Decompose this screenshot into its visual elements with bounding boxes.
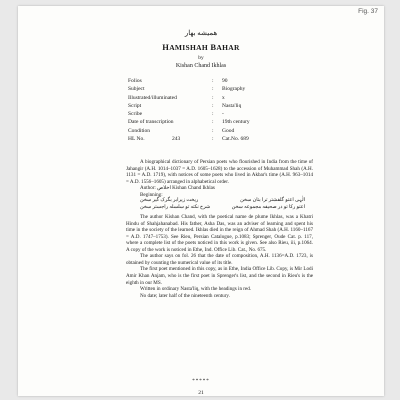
- by-line: by: [198, 55, 204, 61]
- paragraph-first-poet: The first poet mentioned in this copy, as in Ethe, India Office Lib. Copy, is Mir Lodi Amir Khan Anjam, who is the first poet in Sprenger's list, and the second in Rieu's is the eighth in our MS.: [126, 266, 313, 286]
- document-page: [18, 6, 384, 396]
- meta-row-date: [128, 118, 328, 126]
- meta-key: Illustrated/illuminated: [128, 94, 177, 101]
- meta-colon: :: [212, 111, 214, 118]
- meta-value: Cat.No. 689: [222, 136, 249, 143]
- beginning-label: Beginning:: [140, 191, 163, 198]
- verse-hemistich: الٰہی اعتو گلفشتر ترا بتان سخن: [240, 198, 305, 204]
- title-initial-1: H: [162, 42, 170, 52]
- meta-value: 19th century: [222, 119, 250, 126]
- paragraph-date: No date; later half of the nineteenth century.: [140, 292, 230, 299]
- description-body: [126, 159, 313, 299]
- meta-key: Condition: [128, 127, 151, 134]
- meta-colon: :: [212, 86, 214, 93]
- title-rest-1: AMISHAH: [169, 43, 208, 52]
- page-number: 21: [198, 390, 204, 396]
- meta-key: HL No.: [128, 136, 145, 143]
- verse-hemistich: شرح نکته تو سلسله راجستر سخن: [140, 204, 211, 210]
- meta-value: Good: [222, 127, 235, 134]
- meta-row-condition: [128, 127, 328, 135]
- meta-key: Script: [128, 102, 142, 109]
- meta-row-hl: [128, 135, 328, 143]
- meta-key: Date of transcription: [128, 119, 174, 126]
- meta-row-scribe: [128, 110, 328, 118]
- meta-colon: :: [212, 136, 214, 143]
- meta-colon: :: [212, 102, 214, 109]
- author-line: Author: اخلاص Kishan Chand Ikhlas: [140, 185, 215, 192]
- title-rest-2: AHAR: [216, 43, 240, 52]
- meta-value: Nasta'liq: [222, 102, 242, 109]
- meta-value: Biography: [222, 86, 246, 93]
- meta-colon: :: [212, 94, 214, 101]
- paragraph-author-bio: The author Kishan Chand, with the poetical name de plume Ikhlas, was a Khatri Hindu of Shahjahanabad. His father, Asha Das, was an adviser of learning and spent his time in the society of the learned. Ikhlas died in the reign of Ahmad Shah (A.H. 1160–1167 = A.D. 1747–1753). See Rieu, Persian Catalogue, p.1083; Sprenger, Oude Cat. p. 117, where a complete list of the poets noticed in this work is given. See also Rieu, iii, p.1064. A copy of the work is noticed in Ethe, Ind. Office Lib. Cat., No. 675.: [126, 214, 313, 253]
- meta-row-illustrated: [128, 94, 328, 102]
- page-title: [18, 42, 384, 52]
- paragraph-summary: A biographical dictionary of Persian poets who flourished in India from the time of Jahangir (A.H. 1014–1037 = A.D. 1605–1628) to the accession of Muhammad Shah (A.H. 1131 = A.D. 1719), with notices of some poets who lived in Akbar's time (A.H. 963–1014 = A.D. 1556–1605) arranged in alphabetical order.: [126, 159, 313, 185]
- meta-value: x: [222, 94, 225, 101]
- meta-value: -: [222, 111, 224, 118]
- paragraph-composition-date: The author says on fol. 26 that the date of composition, A.H. 1136=A.D. 1723, is obtained by counting the numerical value of its title.: [126, 253, 313, 266]
- meta-colon: :: [212, 127, 214, 134]
- meta-colon: :: [212, 78, 214, 84]
- meta-key: Subject: [128, 86, 145, 93]
- title-initial-2: B: [210, 42, 217, 52]
- author-name: Kishan Chand Ikhlas: [175, 63, 227, 69]
- meta-row-folios: [128, 77, 328, 85]
- end-mark: *****: [192, 379, 210, 384]
- hl-number: 243: [172, 136, 181, 143]
- meta-key: Scribe: [128, 111, 143, 118]
- meta-key: Folios: [128, 78, 142, 84]
- figure-label: Fig. 37: [358, 8, 378, 15]
- meta-value: 90: [222, 78, 228, 84]
- verse-hemistich: ریخت زیرابر بگرک گیر سخن: [140, 198, 199, 204]
- meta-row-subject: [128, 85, 328, 93]
- verse-hemistich: اعتو رکا تو در صحیفه مجموعه سخن: [231, 204, 305, 210]
- meta-colon: :: [212, 119, 214, 126]
- paragraph-script: Written in ordinary Nasta'liq, with the headings in red.: [140, 286, 252, 293]
- persian-title: همیشه بهار: [184, 29, 218, 37]
- meta-row-script: [128, 102, 328, 110]
- metadata-table: [128, 77, 328, 143]
